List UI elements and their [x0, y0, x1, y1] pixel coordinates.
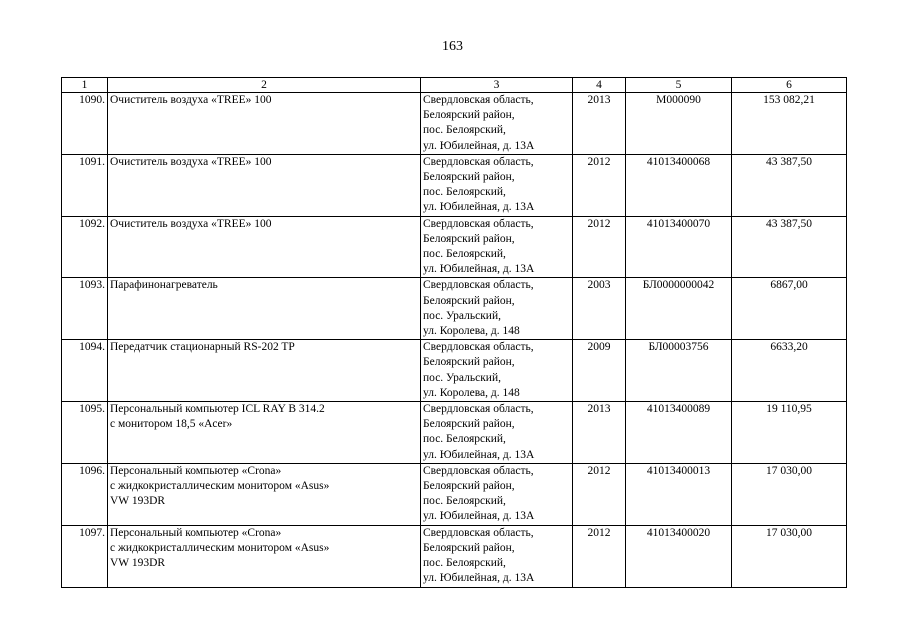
- item-name: [108, 525, 421, 587]
- column-header-5: 5: [626, 78, 732, 93]
- item-year: 2012: [573, 463, 626, 525]
- table-row: [62, 340, 847, 402]
- item-inventory-number: М000090: [626, 93, 732, 155]
- row-number: 1094.: [62, 340, 108, 402]
- item-cost: 6867,00: [732, 278, 847, 340]
- item-address-line: Свердловская область,: [423, 217, 534, 230]
- item-address-line: пос. Уральский,: [423, 309, 501, 322]
- item-cost: 17 030,00: [732, 525, 847, 587]
- item-name-line: Персональный компьютер ICL RAY B 314.2: [110, 403, 325, 416]
- item-address-line: Белоярский район,: [423, 541, 515, 554]
- item-address-line: ул. Юбилейная, д. 13А: [423, 201, 535, 214]
- item-address-line: Белоярский район,: [423, 294, 515, 307]
- item-address-line: ул. Юбилейная, д. 13А: [423, 510, 535, 523]
- row-number: 1090.: [62, 93, 108, 155]
- item-address-line: ул. Королева, д. 148: [423, 325, 520, 338]
- item-address-line: Белоярский район,: [423, 356, 515, 369]
- item-year: 2013: [573, 402, 626, 464]
- item-inventory-number: 41013400020: [626, 525, 732, 587]
- item-address: [421, 154, 573, 216]
- item-address: [421, 278, 573, 340]
- item-address: [421, 525, 573, 587]
- item-inventory-number: БЛ0000000042: [626, 278, 732, 340]
- item-address: [421, 340, 573, 402]
- item-name: [108, 463, 421, 525]
- row-number: 1096.: [62, 463, 108, 525]
- item-name-line: Передатчик стационарный RS-202 TP: [110, 341, 295, 354]
- item-name: [108, 93, 421, 155]
- item-address-line: Белоярский район,: [423, 232, 515, 245]
- table-row: [62, 402, 847, 464]
- item-address-line: пос. Белоярский,: [423, 433, 506, 446]
- item-inventory-number: 41013400013: [626, 463, 732, 525]
- item-year: 2003: [573, 278, 626, 340]
- table-row: [62, 463, 847, 525]
- item-inventory-number: 41013400070: [626, 216, 732, 278]
- item-address: [421, 93, 573, 155]
- item-address-line: Свердловская область,: [423, 464, 534, 477]
- table-row: [62, 525, 847, 587]
- item-address-line: Свердловская область,: [423, 94, 534, 106]
- item-year: 2013: [573, 93, 626, 155]
- row-number: 1091.: [62, 154, 108, 216]
- item-name-line: с монитором 18,5 «Acer»: [110, 418, 233, 431]
- item-address-line: Свердловская область,: [423, 279, 534, 292]
- item-address-line: ул. Юбилейная, д. 13А: [423, 572, 535, 585]
- item-address-line: пос. Белоярский,: [423, 186, 506, 199]
- item-address-line: пос. Белоярский,: [423, 248, 506, 261]
- item-address-line: Свердловская область,: [423, 403, 534, 416]
- property-registry-table: [61, 77, 847, 588]
- item-address-line: пос. Белоярский,: [423, 124, 506, 137]
- page-number: 163: [442, 39, 463, 54]
- item-inventory-number: 41013400068: [626, 154, 732, 216]
- item-address: [421, 216, 573, 278]
- item-name-line: Очиститель воздуха «TREE» 100: [110, 155, 272, 168]
- item-name-line: VW 193DR: [110, 557, 166, 570]
- item-cost: 43 387,50: [732, 154, 847, 216]
- row-number: 1097.: [62, 525, 108, 587]
- item-name: [108, 154, 421, 216]
- column-header-2: 2: [108, 78, 421, 93]
- table-body: [62, 93, 847, 588]
- row-number: 1092.: [62, 216, 108, 278]
- item-name-line: Персональный компьютер «Crona»: [110, 464, 282, 477]
- table-row: [62, 93, 847, 155]
- item-address-line: Белоярский район,: [423, 418, 515, 431]
- item-year: 2012: [573, 525, 626, 587]
- item-address-line: Свердловская область,: [423, 155, 534, 168]
- column-header-3: 3: [421, 78, 573, 93]
- item-address-line: пос. Белоярский,: [423, 557, 506, 570]
- item-address-line: пос. Белоярский,: [423, 495, 506, 508]
- row-number: 1093.: [62, 278, 108, 340]
- item-address-line: Белоярский район,: [423, 480, 515, 493]
- item-name: [108, 402, 421, 464]
- item-name-line: Персональный компьютер «Crona»: [110, 526, 282, 539]
- item-address-line: ул. Юбилейная, д. 13А: [423, 448, 535, 461]
- item-name-line: Очиститель воздуха «TREE» 100: [110, 217, 272, 230]
- item-name-line: с жидкокристаллическим монитором «Asus»: [110, 541, 330, 554]
- column-header-6: 6: [732, 78, 847, 93]
- item-inventory-number: 41013400089: [626, 402, 732, 464]
- item-address-line: Белоярский район,: [423, 109, 515, 122]
- item-cost: 6633,20: [732, 340, 847, 402]
- item-year: 2009: [573, 340, 626, 402]
- item-year: 2012: [573, 154, 626, 216]
- row-number: 1095.: [62, 402, 108, 464]
- item-name-line: с жидкокристаллическим монитором «Asus»: [110, 480, 330, 493]
- item-cost: 153 082,21: [732, 93, 847, 155]
- item-name: [108, 216, 421, 278]
- column-header-4: 4: [573, 78, 626, 93]
- table-row: [62, 216, 847, 278]
- item-name: [108, 340, 421, 402]
- item-name-line: Очиститель воздуха «TREE» 100: [110, 94, 272, 106]
- table-row: [62, 154, 847, 216]
- item-name-line: Парафинонагреватель: [110, 279, 218, 292]
- item-inventory-number: БЛ00003756: [626, 340, 732, 402]
- column-header-1: 1: [62, 78, 108, 93]
- item-address-line: ул. Юбилейная, д. 13А: [423, 139, 535, 152]
- item-address: [421, 463, 573, 525]
- item-address: [421, 402, 573, 464]
- item-cost: 17 030,00: [732, 463, 847, 525]
- item-address-line: Белоярский район,: [423, 171, 515, 184]
- item-address-line: пос. Уральский,: [423, 371, 501, 384]
- item-address-line: Свердловская область,: [423, 341, 534, 354]
- item-cost: 43 387,50: [732, 216, 847, 278]
- item-address-line: Свердловская область,: [423, 526, 534, 539]
- table-row: [62, 278, 847, 340]
- item-address-line: ул. Юбилейная, д. 13А: [423, 263, 535, 276]
- item-name: [108, 278, 421, 340]
- item-address-line: ул. Королева, д. 148: [423, 386, 520, 399]
- item-cost: 19 110,95: [732, 402, 847, 464]
- item-year: 2012: [573, 216, 626, 278]
- header-row: [62, 78, 847, 93]
- item-name-line: VW 193DR: [110, 495, 166, 508]
